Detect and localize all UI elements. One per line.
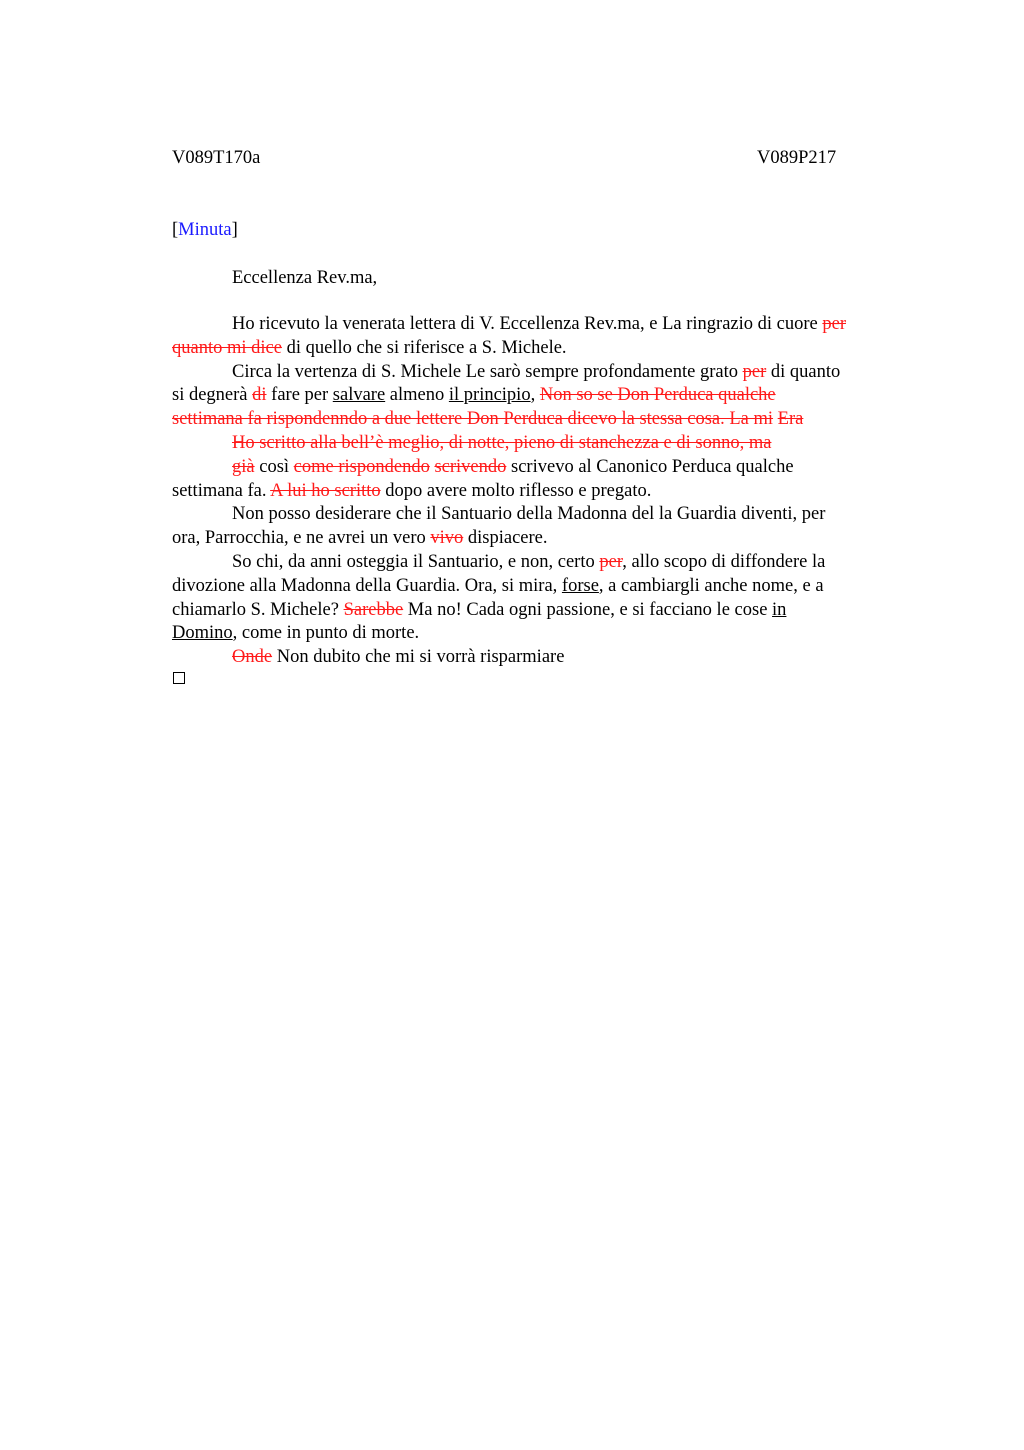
deleted-text: Ho scritto alla bell’è meglio, di notte, pieno di stanchezza e di sonno, ma <box>232 432 772 453</box>
minuta-open-bracket: [ <box>172 220 179 240</box>
underlined-text: il principio <box>448 385 531 406</box>
paragraph-1 <box>172 313 942 361</box>
deleted-text: A lui ho scritto <box>270 480 381 501</box>
text-run: settimana fa. <box>172 480 271 501</box>
deleted-text: settimana fa rispondenndo a due lettere Don Perduca dicevo la stessa cosa. La mi <box>172 409 774 430</box>
text-line <box>172 599 942 623</box>
deleted-text: Onde <box>232 647 273 668</box>
document-code-right: V089P217 <box>757 148 837 168</box>
text-run: così <box>254 456 294 477</box>
text-run: dispiacere. <box>463 528 548 549</box>
deleted-text: scrivendo <box>434 456 507 477</box>
paragraph-4 <box>172 551 942 646</box>
underlined-text: in <box>772 599 787 620</box>
text-run: si degnerà <box>172 385 253 406</box>
deleted-text: per <box>742 361 767 382</box>
text-run: So chi, da anni osteggia il Santuario, e non, certo <box>232 551 600 572</box>
minuta-link[interactable]: Minuta <box>178 220 232 240</box>
text-line <box>172 480 942 504</box>
text-run: , allo scopo di diffondere la <box>622 551 826 572</box>
text-run: dopo avere molto riflesso e pregato. <box>380 480 652 501</box>
text-run: divozione alla Madonna della Guardia. Ora, si mira, <box>172 575 562 596</box>
deleted-text: di <box>252 385 267 406</box>
paragraph-3 <box>172 503 942 551</box>
text-run: ora, Parrocchia, e ne avrei un vero <box>172 528 431 549</box>
deleted-text: quanto mi dice <box>172 337 282 358</box>
text-line <box>172 384 942 408</box>
text-line <box>172 361 942 385</box>
deleted-text: Sarebbe <box>343 599 404 620</box>
document-code-left: V089T170a <box>172 148 261 168</box>
text-run: Ma no! Cada ogni passione, e si facciano le cose <box>403 599 773 620</box>
text-line <box>172 456 942 480</box>
text-line <box>172 646 942 670</box>
deleted-text: già <box>232 456 255 477</box>
text-run: , a cambiargli anche nome, e a <box>598 575 824 596</box>
text-line <box>172 575 942 599</box>
text-run: scrivevo al Canonico Perduca qualche <box>506 456 794 477</box>
text-run: , come in punto di morte. <box>232 623 420 644</box>
text-line: Non posso desiderare che il Santuario della Madonna del la Guardia diventi, per <box>232 504 826 525</box>
paragraph-2 <box>172 361 942 504</box>
empty-square-icon <box>173 672 185 684</box>
text-line <box>172 432 942 456</box>
text-line <box>172 551 942 575</box>
deleted-text: Non so se Don Perduca qualche <box>539 385 776 406</box>
text-run: fare per <box>266 385 333 406</box>
text-line <box>172 408 942 432</box>
text-run: , <box>530 385 540 406</box>
text-line <box>172 527 942 551</box>
text-run: Circa la vertenza di S. Michele Le sarò sempre profondamente grato <box>232 361 743 382</box>
text-line <box>172 337 942 361</box>
deleted-text: per <box>822 314 846 334</box>
deleted-text: per <box>599 551 623 572</box>
text-run: di quanto <box>766 361 841 382</box>
underlined-text: forse <box>561 575 599 596</box>
minuta-close-bracket: ] <box>231 220 238 240</box>
underlined-text: Domino <box>172 623 233 644</box>
letter-body <box>172 313 942 670</box>
paragraph-5 <box>172 646 942 670</box>
deleted-text: vivo <box>430 528 464 549</box>
underlined-text: salvare <box>332 385 386 406</box>
deleted-text: come rispondendo <box>293 456 430 477</box>
salutation: Eccellenza Rev.ma, <box>232 268 378 288</box>
minuta-label <box>172 218 238 242</box>
text-line <box>172 622 942 646</box>
text-run: di quello che si riferisce a S. Michele. <box>281 337 567 358</box>
text-run: chiamarlo S. Michele? <box>172 599 344 620</box>
text-run: Non dubito che mi si vorrà risparmiare <box>272 647 565 668</box>
deleted-text: Era <box>777 409 804 430</box>
text-run: Ho ricevuto la venerata lettera di V. Eccellenza Rev.ma, e La ringrazio di cuore <box>232 314 823 334</box>
text-run: almeno <box>385 385 449 406</box>
text-line <box>172 313 942 337</box>
